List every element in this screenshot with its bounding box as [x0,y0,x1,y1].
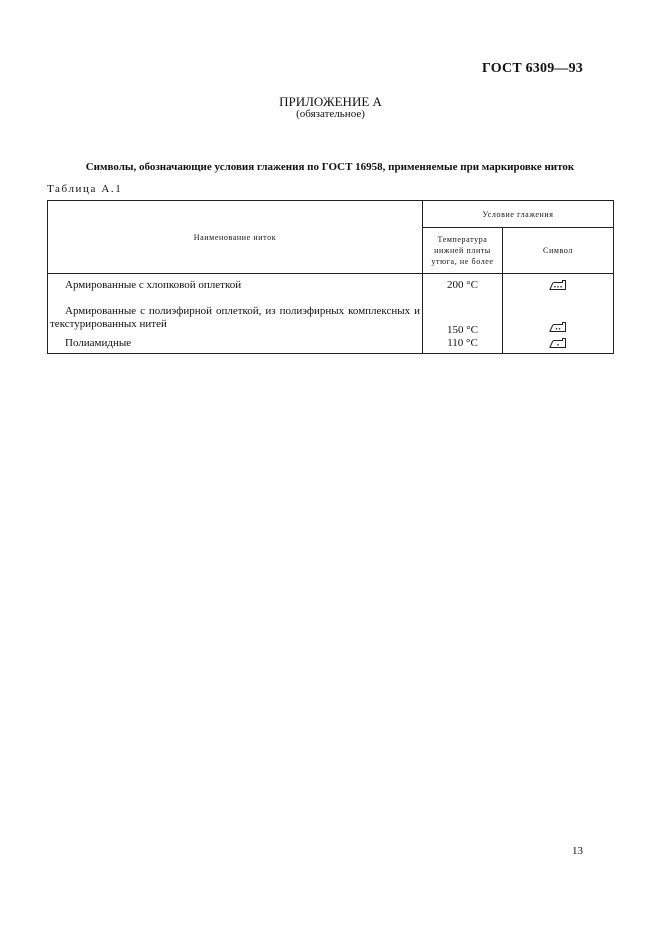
table-row [48,305,614,337]
document-code: ГОСТ 6309—93 [482,61,583,76]
iron-two-dots-icon [547,321,569,333]
symbol-cell [503,274,614,306]
thread-name-cell: Армированные с полиэфирной оплеткой, из полиэфирных комплексных и текстурированных нитей [48,305,423,337]
symbol-cell [503,337,614,354]
appendix-subtitle: (обязательное) [296,108,365,120]
table-row [48,337,614,354]
appendix-title: ПРИЛОЖЕНИЕ А [279,94,382,109]
symbol-cell [503,305,614,337]
header-temperature: Температура нижней плиты утюга, не более [423,228,503,274]
iron-one-dot-icon [547,337,569,349]
table-row [48,274,614,306]
section-heading: Символы, обозначающие условия глажения по ГОСТ 16958, применяемые при маркировке ниток [85,161,575,173]
thread-name-cell: Армированные с хлопковой оплеткой [48,274,423,306]
temperature-cell: 110 °С [423,337,503,354]
temperature-cell: 150 °С [423,305,503,337]
temperature-cell: 200 °С [423,274,503,306]
iron-three-dots-icon [547,279,569,291]
thread-name-cell: Полиамидные [48,337,423,354]
table-caption: Таблица А.1 [47,183,123,195]
page-number: 13 [572,845,583,857]
header-ironing-condition: Условие глажения [423,201,614,228]
ironing-symbols-table [47,200,614,354]
header-thread-name: Наименование ниток [48,201,423,274]
header-symbol: Символ [503,228,614,274]
